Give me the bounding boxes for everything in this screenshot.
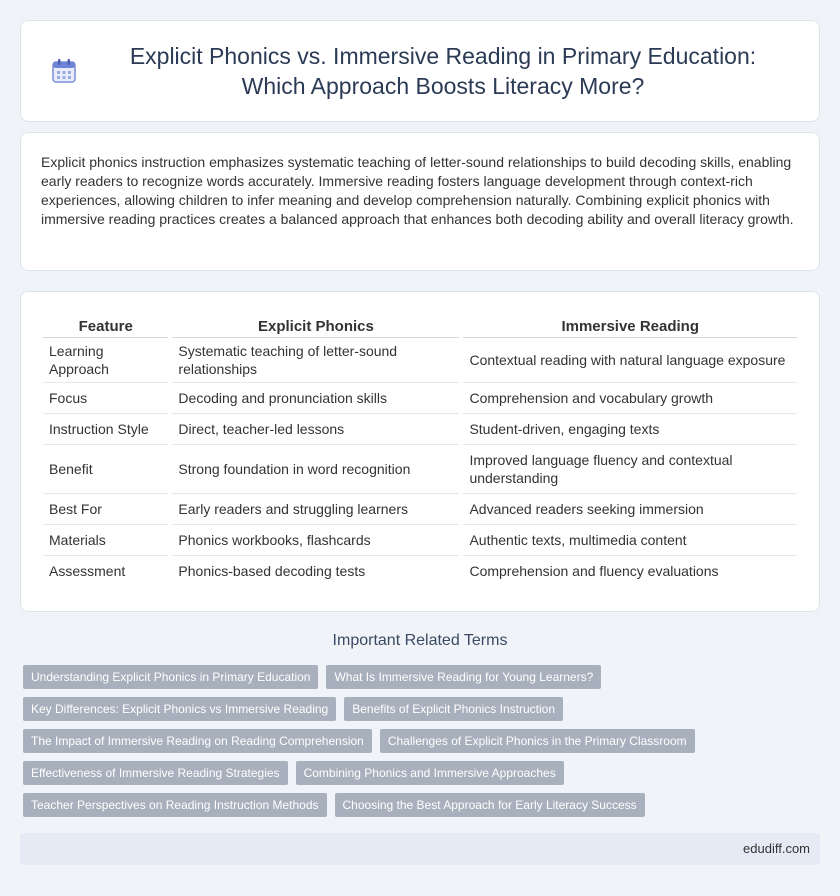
footer-site-link[interactable]: edudiff.com bbox=[743, 841, 810, 856]
table-row bbox=[43, 414, 797, 445]
row-feature: Best For bbox=[43, 494, 168, 525]
row-explicit: Phonics workbooks, flashcards bbox=[172, 525, 459, 556]
table-row bbox=[43, 525, 797, 556]
table-row bbox=[43, 494, 797, 525]
row-explicit: Systematic teaching of letter-sound relationships bbox=[172, 338, 459, 383]
tag-row bbox=[23, 761, 823, 785]
related-term-tag[interactable]: Choosing the Best Approach for Early Literacy Success bbox=[335, 793, 645, 817]
footer bbox=[20, 833, 820, 865]
row-immersive: Student-driven, engaging texts bbox=[463, 414, 797, 445]
row-explicit: Decoding and pronunciation skills bbox=[172, 383, 459, 414]
row-feature: Focus bbox=[43, 383, 168, 414]
row-immersive: Advanced readers seeking immersion bbox=[463, 494, 797, 525]
tag-row bbox=[23, 729, 823, 753]
row-feature: Learning Approach bbox=[43, 338, 168, 383]
row-immersive: Comprehension and vocabulary growth bbox=[463, 383, 797, 414]
row-immersive: Authentic texts, multimedia content bbox=[463, 525, 797, 556]
table-header-row bbox=[43, 314, 797, 338]
page-title: Explicit Phonics vs. Immersive Reading in Primary Education: Which Approach Boosts Literacy More? bbox=[129, 43, 757, 99]
intro-paragraph: Explicit phonics instruction emphasizes systematic teaching of letter-sound relationships to build decoding skills, enabling early readers to recognize words accurately. Immersive reading fosters language development through context-rich experiences, allowing children to infer meaning and develop comprehension naturally. Combining explicit phonics with immersive reading practices creates a balanced approach that enhances both decoding ability and overall literacy growth. bbox=[41, 154, 794, 227]
related-term-tag[interactable]: Effectiveness of Immersive Reading Strategies bbox=[23, 761, 288, 785]
row-explicit: Phonics-based decoding tests bbox=[178, 563, 366, 579]
related-term-tag[interactable]: Benefits of Explicit Phonics Instruction bbox=[344, 697, 563, 721]
row-feature: Instruction Style bbox=[43, 414, 168, 445]
related-terms-heading: Important Related Terms bbox=[332, 632, 508, 649]
row-explicit: Early readers and struggling learners bbox=[172, 494, 459, 525]
row-explicit: Direct, teacher-led lessons bbox=[172, 414, 459, 445]
row-feature: Benefit bbox=[43, 445, 168, 494]
tag-row bbox=[23, 665, 823, 689]
related-terms-list bbox=[23, 665, 823, 825]
row-immersive: Comprehension and fluency evaluations bbox=[469, 563, 719, 579]
tag-row bbox=[23, 793, 823, 817]
table-row bbox=[43, 445, 797, 494]
calendar-icon bbox=[51, 58, 77, 84]
header-immersive-reading: Immersive Reading bbox=[463, 314, 797, 338]
header-explicit-phonics: Explicit Phonics bbox=[172, 314, 459, 338]
related-term-tag[interactable]: Challenges of Explicit Phonics in the Primary Classroom bbox=[380, 729, 695, 753]
table-row bbox=[43, 556, 797, 586]
related-term-tag[interactable]: Key Differences: Explicit Phonics vs Immersive Reading bbox=[23, 697, 336, 721]
table-row bbox=[43, 338, 797, 383]
table-row bbox=[43, 383, 797, 414]
row-feature: Assessment bbox=[49, 563, 126, 579]
intro-card bbox=[20, 132, 820, 271]
row-immersive: Improved language fluency and contextual understanding bbox=[463, 445, 797, 494]
row-immersive: Contextual reading with natural language exposure bbox=[463, 338, 797, 383]
related-term-tag[interactable]: What Is Immersive Reading for Young Learners? bbox=[326, 665, 601, 689]
related-term-tag[interactable]: The Impact of Immersive Reading on Reading Comprehension bbox=[23, 729, 372, 753]
comparison-table bbox=[39, 314, 801, 586]
related-term-tag[interactable]: Teacher Perspectives on Reading Instruction Methods bbox=[23, 793, 327, 817]
row-feature: Materials bbox=[43, 525, 168, 556]
comparison-table-card bbox=[20, 291, 820, 612]
related-term-tag[interactable]: Understanding Explicit Phonics in Primary Education bbox=[23, 665, 318, 689]
header-feature: Feature bbox=[43, 314, 168, 338]
related-term-tag[interactable]: Combining Phonics and Immersive Approaches bbox=[296, 761, 564, 785]
tag-row bbox=[23, 697, 823, 721]
row-explicit: Strong foundation in word recognition bbox=[172, 445, 459, 494]
title-card bbox=[20, 20, 820, 122]
